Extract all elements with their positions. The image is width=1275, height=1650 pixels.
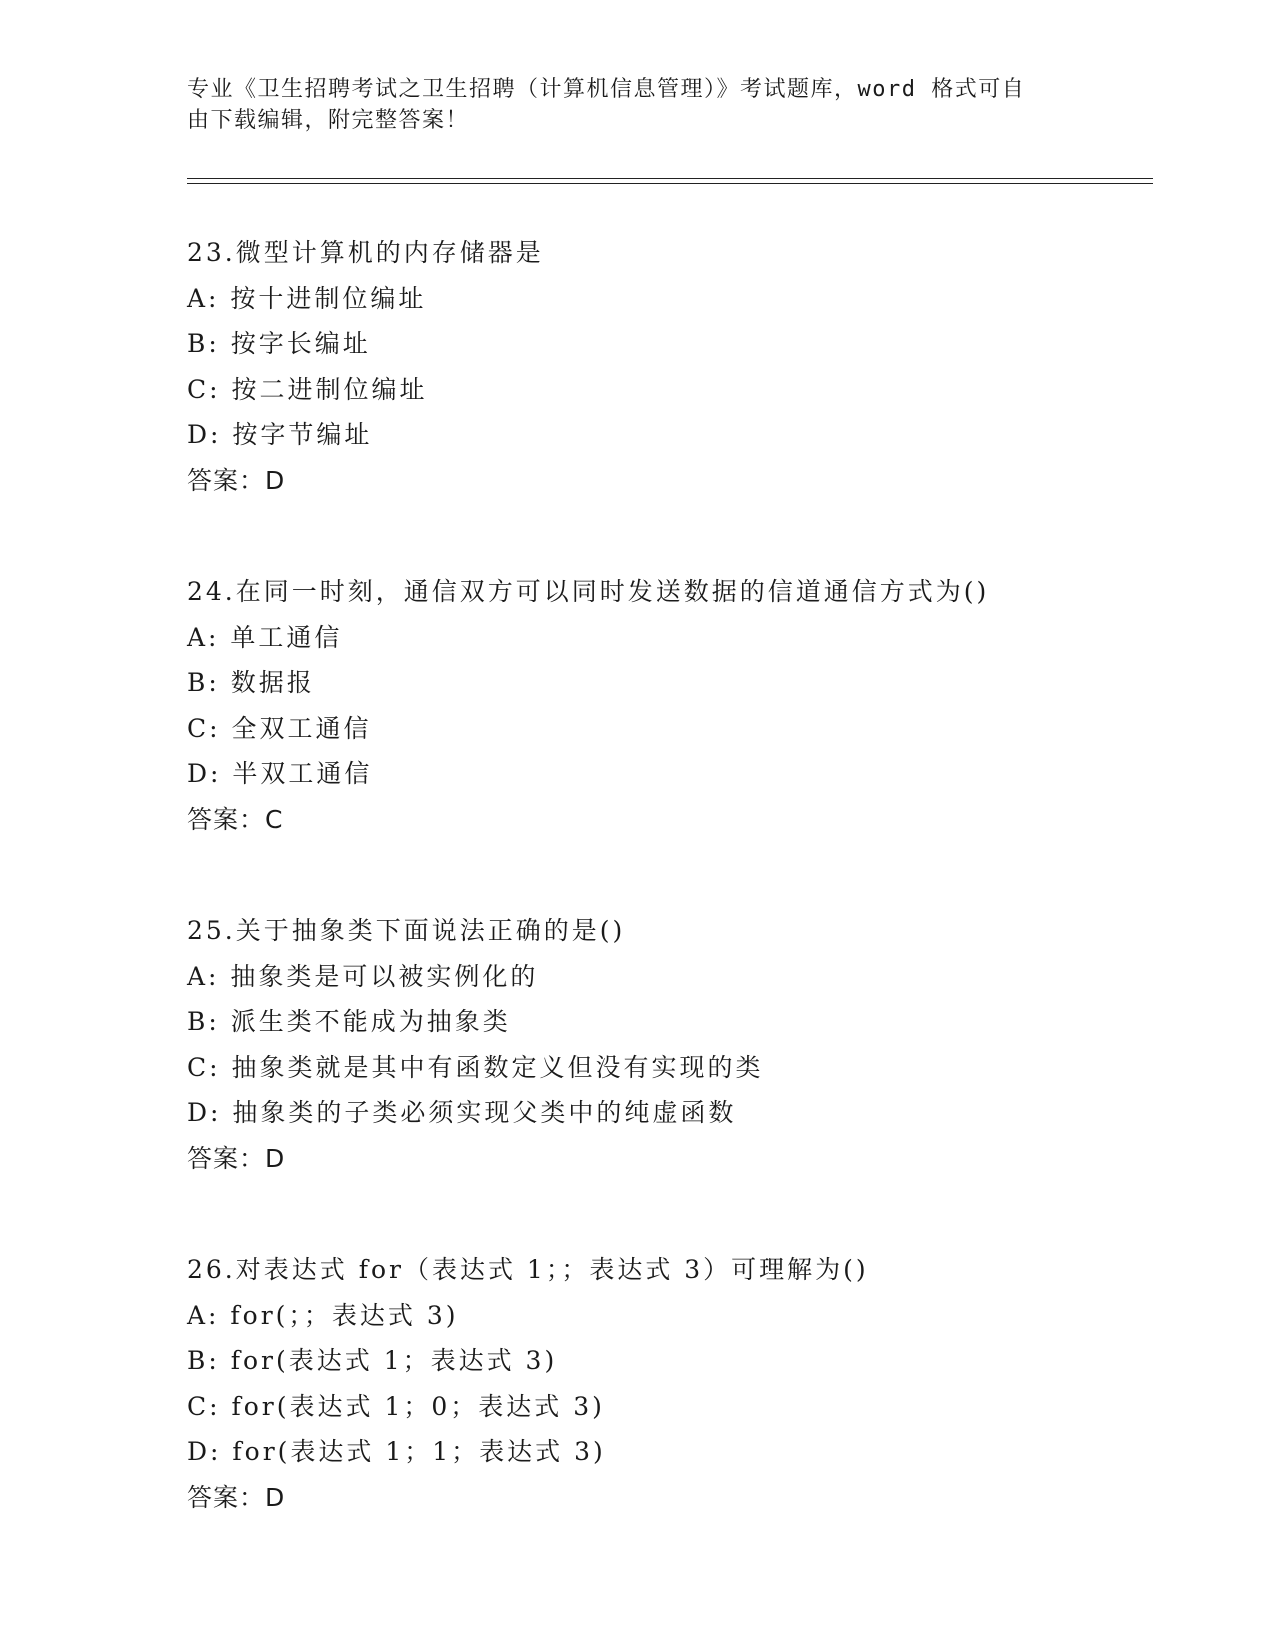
question-24 [187, 569, 1147, 842]
option-c: C: for(表达式 1；0；表达式 3) [187, 1391, 605, 1421]
answer: 答案：C [187, 804, 284, 834]
option-c: C: 抽象类就是其中有函数定义但没有实现的类 [187, 1052, 764, 1082]
option-b: B: 按字长编址 [187, 329, 371, 358]
document-header [187, 74, 1067, 136]
answer: 答案：D [187, 1143, 286, 1173]
answer: 答案：D [187, 1482, 286, 1512]
question-stem: 25.关于抽象类下面说法正确的是() [187, 916, 626, 945]
question-23 [187, 230, 1147, 503]
question-list [187, 230, 1147, 1586]
header-double-rule [187, 178, 1153, 184]
option-b: B: 数据报 [187, 668, 315, 697]
option-a: A: for(；；表达式 3) [187, 1300, 459, 1330]
header-line-1: 专业《卫生招聘考试之卫生招聘（计算机信息管理）》考试题库，word 格式可自 [187, 77, 1026, 102]
header-line-2: 由下载编辑，附完整答案！ [187, 108, 470, 133]
option-a: A: 按十进制位编址 [187, 283, 427, 313]
question-stem: 26.对表达式 for（表达式 1；；表达式 3）可理解为() [187, 1255, 869, 1284]
option-b: B: for(表达式 1；表达式 3) [187, 1346, 558, 1375]
option-a: A: 单工通信 [187, 622, 343, 652]
option-d: D: for(表达式 1；1；表达式 3) [187, 1437, 606, 1466]
option-c: C: 按二进制位编址 [187, 374, 428, 404]
question-stem: 23.微型计算机的内存储器是 [187, 238, 544, 267]
question-26 [187, 1247, 1147, 1520]
question-25 [187, 908, 1147, 1181]
question-stem: 24.在同一时刻，通信双方可以同时发送数据的信道通信方式为() [187, 577, 990, 606]
option-d: D: 抽象类的子类必须实现父类中的纯虚函数 [187, 1098, 737, 1127]
answer: 答案：D [187, 465, 286, 495]
option-b: B: 派生类不能成为抽象类 [187, 1007, 511, 1036]
option-d: D: 按字节编址 [187, 420, 373, 449]
option-d: D: 半双工通信 [187, 759, 373, 788]
option-a: A: 抽象类是可以被实例化的 [187, 961, 539, 991]
option-c: C: 全双工通信 [187, 713, 372, 743]
